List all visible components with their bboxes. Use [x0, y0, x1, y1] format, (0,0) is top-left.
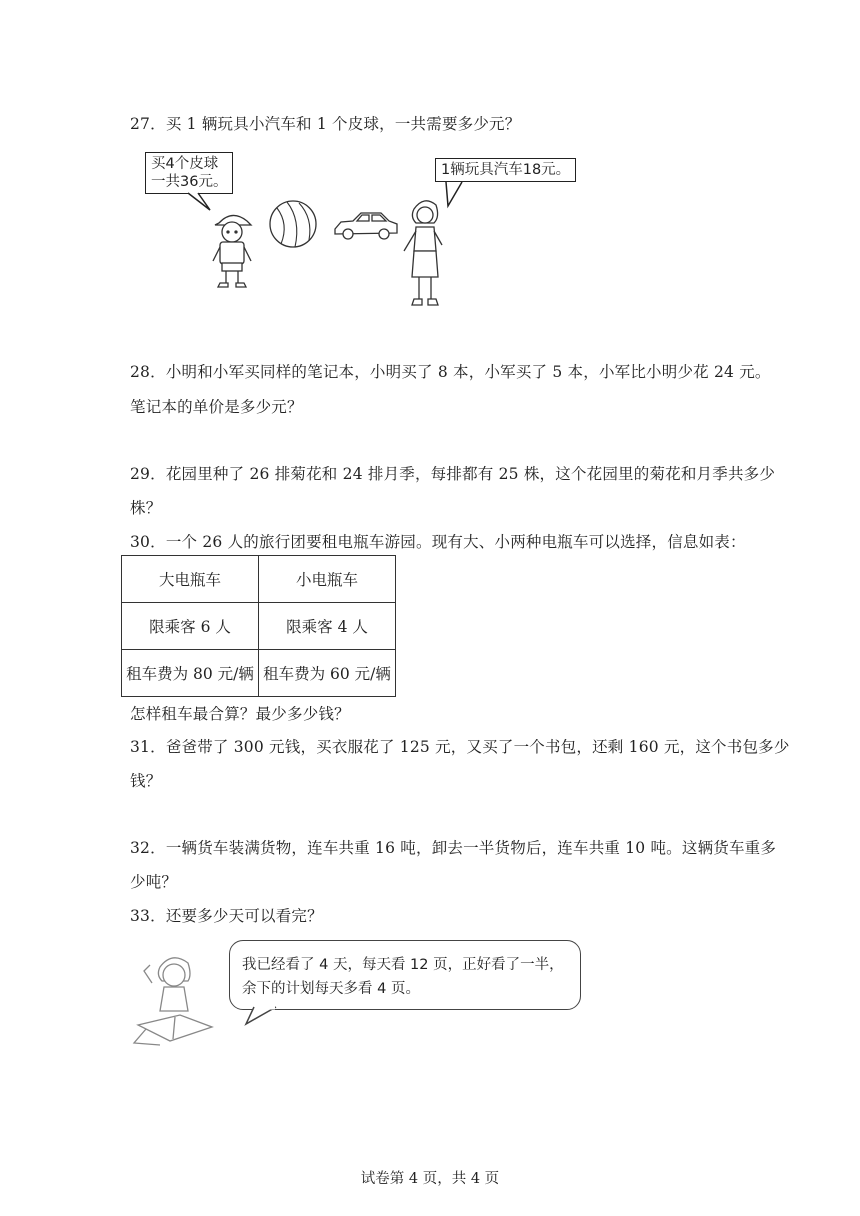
- q30-question: 怎样租车最合算？最少多少钱？: [130, 705, 350, 723]
- table-row: [122, 603, 396, 650]
- q29-line2: 株？: [130, 499, 162, 517]
- girl-bubble-text: 1辆玩具汽车18元。: [441, 162, 571, 178]
- reading-bubble-line2: 余下的计划每天多看 4 页。: [242, 981, 420, 997]
- girl-speech-bubble: [435, 158, 576, 182]
- table-cell: 小电瓶车: [259, 556, 396, 603]
- table-cell: 租车费为 80 元/辆: [122, 650, 259, 697]
- q32-line2: 少吨？: [130, 873, 178, 891]
- boy-illustration: [205, 205, 260, 290]
- q31-line2: 钱？: [130, 772, 162, 790]
- reading-bubble-tail: [240, 1000, 300, 1030]
- reading-kid-illustration: [130, 945, 220, 1050]
- boy-speech-bubble: [145, 152, 233, 194]
- q31-line1: 31．爸爸带了 300 元钱，买衣服花了 125 元，又买了一个书包，还剩 160 元，这个书包多少: [130, 738, 790, 756]
- table-cell: 限乘客 4 人: [259, 603, 396, 650]
- table-row: [122, 556, 396, 603]
- boy-bubble-line1: 买4个皮球: [151, 156, 219, 172]
- girl-illustration: [398, 195, 458, 315]
- reading-bubble-line1: 我已经看了 4 天，每天看 12 页，正好看了一半，: [242, 957, 564, 973]
- q29-line1: 29．花园里种了 26 排菊花和 24 排月季，每排都有 25 株，这个花园里的菊花和月季共多少: [130, 465, 776, 483]
- q32-line1: 32．一辆货车装满货物，连车共重 16 吨，卸去一半货物后，连车共重 10 吨。这辆货车重多: [130, 839, 777, 857]
- table-row: [122, 650, 396, 697]
- q27-text: 27．买 1 辆玩具小汽车和 1 个皮球，一共需要多少元？: [130, 115, 521, 133]
- q28-line1: 28．小明和小军买同样的笔记本，小明买了 8 本，小军买了 5 本，小军比小明少花 24 元。: [130, 363, 771, 381]
- table-cell: 租车费为 60 元/辆: [259, 650, 396, 697]
- page-footer: 试卷第 4 页，共 4 页: [360, 1171, 500, 1187]
- toy-car-illustration: [331, 207, 401, 245]
- q30-line1: 30．一个 26 人的旅行团要租电瓶车游园。现有大、小两种电瓶车可以选择，信息如表：: [130, 533, 746, 551]
- bus-info-table: [121, 555, 396, 697]
- boy-bubble-line2: 一共36元。: [151, 174, 228, 190]
- table-cell: 大电瓶车: [122, 556, 259, 603]
- q33-line1: 33．还要多少天可以看完？: [130, 907, 323, 925]
- q28-line2: 笔记本的单价是多少元？: [130, 398, 303, 416]
- table-cell: 限乘客 6 人: [122, 603, 259, 650]
- ball-illustration: [263, 198, 323, 250]
